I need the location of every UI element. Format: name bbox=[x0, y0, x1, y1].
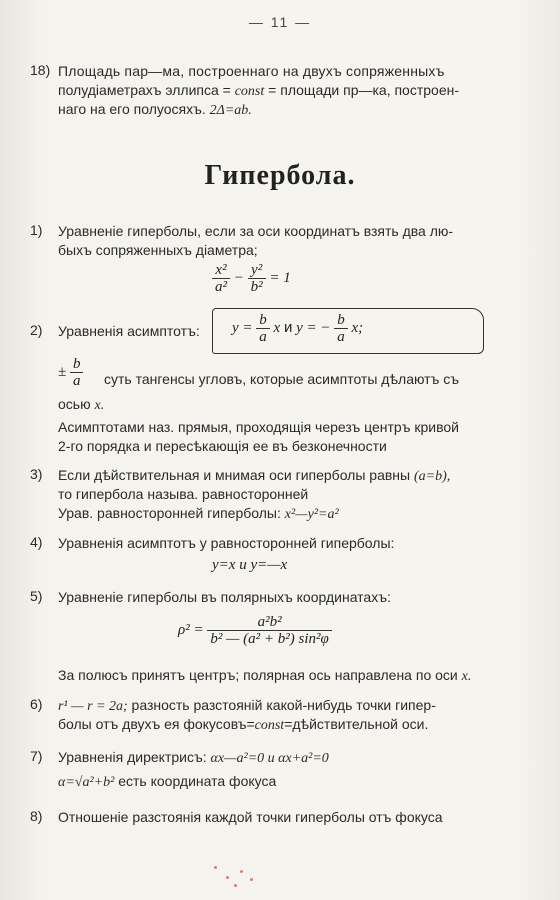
item-number-18: 18) bbox=[30, 62, 51, 78]
item-1-line-1: Уравненіе гиперболы, если за оси координатъ взять два лю- bbox=[58, 223, 454, 239]
item-2-line-4: Асимптотами наз. прямыя, проходящія черезъ центръ кривой bbox=[58, 419, 459, 435]
item-6-line-1: r¹ — r = 2a; разность разстояній какой-нибудь точки гипер- bbox=[58, 697, 436, 714]
item-number-2: 2) bbox=[30, 322, 43, 338]
item-number-5: 5) bbox=[30, 588, 43, 604]
item-number-8: 8) bbox=[30, 808, 43, 824]
item-18-line-1: Площадь пар—ма, построеннаго на двухъ сопряженныхъ bbox=[58, 63, 445, 79]
item-number-4: 4) bbox=[30, 534, 43, 550]
section-title: Гипербола. bbox=[204, 160, 356, 191]
item-1-line-2: быхъ сопряженныхъ діаметра; bbox=[58, 242, 258, 258]
item-3-line-3: Урав. равносторонней гиперболы: x²—y²=a² bbox=[58, 505, 339, 522]
plus-minus-fraction: ± $\frac{b}{a}$ bbox=[58, 356, 83, 389]
polar-equation: ρ² = $\frac{\text{a²b²}}{\text{b² — (a² + b²) sin²φ}}$ bbox=[178, 614, 332, 647]
item-number-3: 3) bbox=[30, 466, 43, 482]
scan-speck bbox=[214, 866, 217, 869]
scan-speck bbox=[240, 870, 243, 873]
scan-speck bbox=[226, 876, 229, 879]
item-4-line-1: Уравненія асимптотъ у равносторонней гиперболы: bbox=[58, 535, 395, 551]
item-number-1: 1) bbox=[30, 222, 43, 238]
item-number-7: 7) bbox=[30, 748, 43, 764]
page-number: — 11 — bbox=[248, 14, 312, 30]
item-8-line-1: Отношеніе разстоянія каждой точки гиперболы отъ фокуса bbox=[58, 809, 443, 825]
scan-speck bbox=[234, 884, 237, 887]
item-5-line-1: Уравненіе гиперболы въ полярныхъ координатахъ: bbox=[58, 589, 391, 605]
item-2-line-3: осью x. bbox=[58, 396, 105, 413]
item-3-line-1: Если дѣйствительная и мнимая оси гиперболы равны (a=b), bbox=[58, 467, 451, 484]
item-6-line-2: болы отъ двухъ ея фокусовъ=const=дѣйствительной оси. bbox=[58, 716, 429, 733]
asymptote-equations: y = $\frac{b}{a}$ x и y = − $\frac{b}{a}$ x; bbox=[232, 312, 364, 345]
item-18-line-3: наго на его полуосяхъ. 2Δ=ab. bbox=[58, 101, 252, 118]
scan-speck bbox=[250, 878, 253, 881]
item-2-line-1: Уравненія асимптотъ: bbox=[58, 323, 200, 339]
item-3-line-2: то гипербола называ. равносторонней bbox=[58, 486, 309, 502]
item-7-line-1: Уравненія директрисъ: αx—a²=0 и αx+a²=0 bbox=[58, 749, 329, 766]
item-18-line-2: полудіаметрахъ эллипса = const = площади пр—ка, построен- bbox=[58, 82, 460, 99]
equilateral-asymptotes: y=x и y=—x bbox=[212, 557, 288, 573]
hyperbola-equation: $\frac{\text{x²}}{\text{a²}}$ − $\frac{\text{y²}}{\text{b²}}$ = 1 bbox=[212, 262, 291, 295]
item-5-line-2: За полюсъ принятъ центръ; полярная ось направлена по оси x. bbox=[58, 667, 472, 684]
item-2-line-5: 2-го порядка и пересѣкающія ее въ безконечности bbox=[58, 438, 387, 454]
item-2-line-2: суть тангенсы угловъ, которые асимптоты дѣлаютъ съ bbox=[104, 371, 459, 387]
item-number-6: 6) bbox=[30, 696, 43, 712]
item-7-line-2: α=√a²+b² есть координата фокуса bbox=[58, 773, 277, 790]
